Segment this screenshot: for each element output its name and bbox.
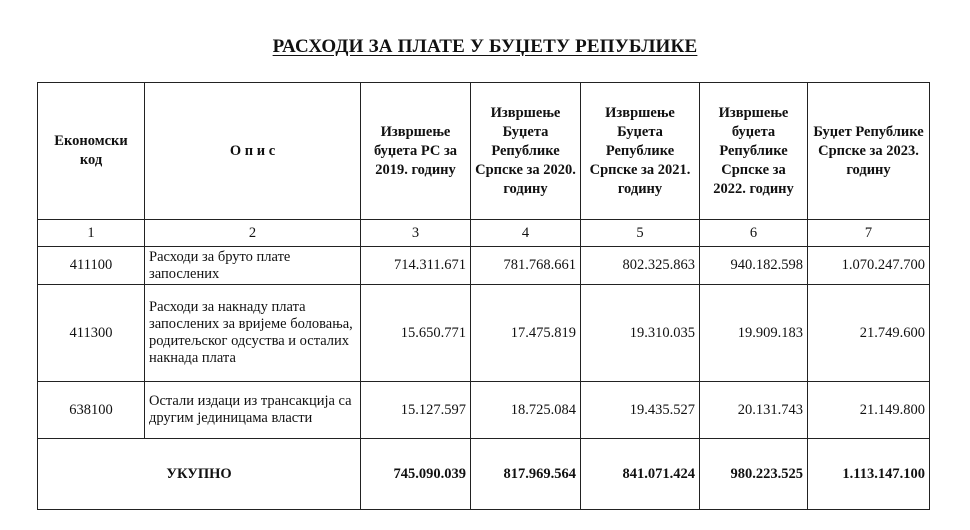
header-execution-2019: Извршење буџета РС за 2019. годину bbox=[361, 83, 471, 220]
column-number: 4 bbox=[471, 220, 581, 247]
column-number: 6 bbox=[700, 220, 808, 247]
column-number: 3 bbox=[361, 220, 471, 247]
economic-code-cell: 411300 bbox=[38, 285, 145, 382]
description-cell: Расходи за бруто плате запослених bbox=[145, 247, 361, 285]
value-cell: 21.149.800 bbox=[808, 382, 930, 439]
header-description: О п и с bbox=[145, 83, 361, 220]
column-number: 5 bbox=[581, 220, 700, 247]
column-number: 2 bbox=[145, 220, 361, 247]
description-cell: Остали издаци из трансакција са другим јединицама власти bbox=[145, 382, 361, 439]
table-row bbox=[38, 285, 930, 382]
header-execution-2021: Извршење Буџета Републике Српске за 2021. годину bbox=[581, 83, 700, 220]
value-cell: 19.435.527 bbox=[581, 382, 700, 439]
header-economic-code: Економски код bbox=[38, 83, 145, 220]
value-cell: 15.127.597 bbox=[361, 382, 471, 439]
salary-expenses-table bbox=[37, 82, 930, 510]
total-value-cell: 745.090.039 bbox=[361, 439, 471, 510]
value-cell: 19.909.183 bbox=[700, 285, 808, 382]
page-title: РАСХОДИ ЗА ПЛАТЕ У БУЏЕТУ РЕПУБЛИКЕ bbox=[272, 36, 698, 57]
value-cell: 20.131.743 bbox=[700, 382, 808, 439]
table-row bbox=[38, 247, 930, 285]
value-cell: 19.310.035 bbox=[581, 285, 700, 382]
table-row bbox=[38, 382, 930, 439]
column-number: 7 bbox=[808, 220, 930, 247]
economic-code-cell: 638100 bbox=[38, 382, 145, 439]
header-execution-2020: Извршење Буџета Републике Српске за 2020. годину bbox=[471, 83, 581, 220]
header-execution-2022: Извршење буџета Републике Српске за 2022. годину bbox=[700, 83, 808, 220]
value-cell: 781.768.661 bbox=[471, 247, 581, 285]
total-value-cell: 1.113.147.100 bbox=[808, 439, 930, 510]
total-value-cell: 980.223.525 bbox=[700, 439, 808, 510]
value-cell: 940.182.598 bbox=[700, 247, 808, 285]
column-number-row bbox=[38, 220, 930, 247]
header-row bbox=[38, 83, 930, 220]
total-value-cell: 841.071.424 bbox=[581, 439, 700, 510]
column-number: 1 bbox=[38, 220, 145, 247]
value-cell: 802.325.863 bbox=[581, 247, 700, 285]
total-row bbox=[38, 439, 930, 510]
value-cell: 15.650.771 bbox=[361, 285, 471, 382]
value-cell: 18.725.084 bbox=[471, 382, 581, 439]
value-cell: 17.475.819 bbox=[471, 285, 581, 382]
value-cell: 1.070.247.700 bbox=[808, 247, 930, 285]
total-value-cell: 817.969.564 bbox=[471, 439, 581, 510]
header-budget-2023: Буџет Републике Српске за 2023. годину bbox=[808, 83, 930, 220]
economic-code-cell: 411100 bbox=[38, 247, 145, 285]
description-cell: Расходи за накнаду плата запослених за вријеме боловања, родитељског одсуства и осталих накнада плата bbox=[145, 285, 361, 382]
value-cell: 21.749.600 bbox=[808, 285, 930, 382]
total-label: УКУПНО bbox=[38, 439, 361, 510]
value-cell: 714.311.671 bbox=[361, 247, 471, 285]
